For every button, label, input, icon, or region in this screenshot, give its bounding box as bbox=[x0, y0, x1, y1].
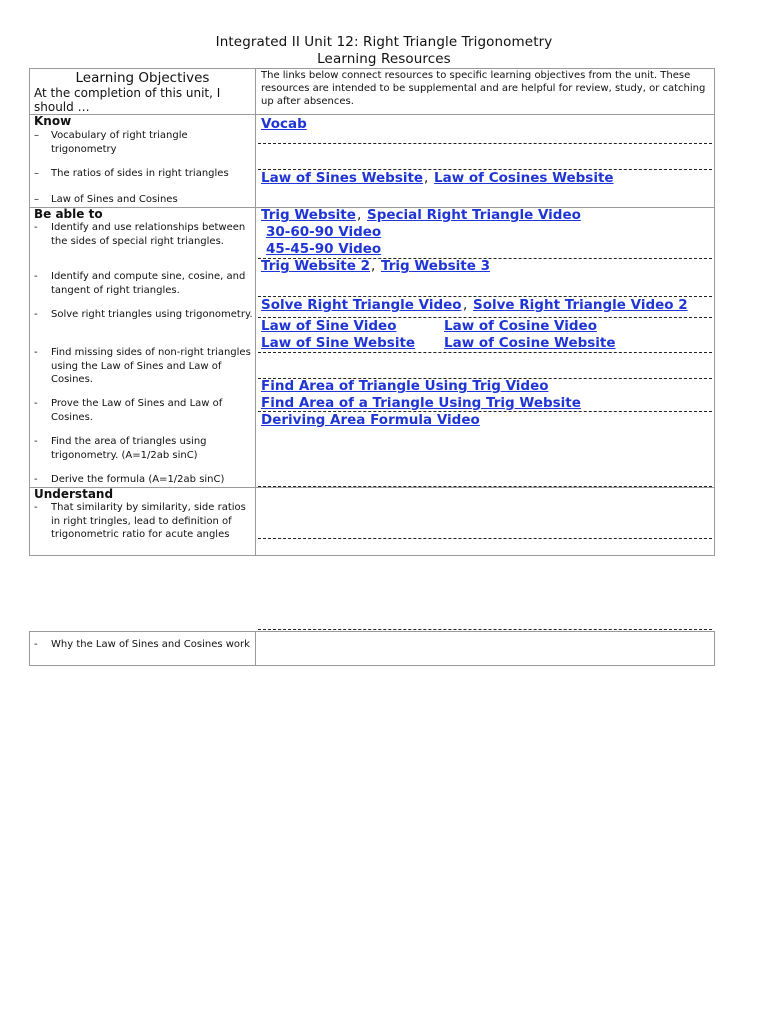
column-divider-2 bbox=[255, 631, 256, 666]
list-marker: - bbox=[34, 639, 38, 650]
link-vocab[interactable]: Vocab bbox=[261, 116, 307, 132]
list-marker: – bbox=[34, 194, 39, 205]
list-marker: – bbox=[34, 168, 39, 179]
row-divider-able bbox=[29, 487, 715, 488]
list-item bbox=[34, 346, 254, 387]
list-item bbox=[34, 435, 254, 462]
list-item bbox=[34, 193, 254, 207]
list-item-text: Derive the formula (A=1/2ab sinC) bbox=[51, 474, 225, 485]
list-marker: - bbox=[34, 502, 38, 513]
link-law-of-cosine-website[interactable]: Law of Cosine Website bbox=[444, 335, 616, 351]
link-special-right-triangle-video[interactable]: Special Right Triangle Video bbox=[367, 207, 581, 223]
list-item-text: Identify and use relationships between the sides of special right triangles. bbox=[51, 222, 246, 247]
column-divider bbox=[255, 68, 256, 556]
link-area-triangle-trig-video[interactable]: Find Area of Triangle Using Trig Video bbox=[261, 378, 549, 394]
comma-separator: , bbox=[424, 170, 429, 186]
link-45-45-90-video[interactable]: 45-45-90 Video bbox=[266, 241, 382, 257]
link-30-60-90-video[interactable]: 30-60-90 Video bbox=[266, 224, 382, 240]
list-item-text: The ratios of sides in right triangles bbox=[51, 168, 229, 179]
list-item-text: Solve right triangles using trigonometry. bbox=[51, 309, 253, 320]
list-item bbox=[34, 270, 254, 297]
link-trig-website-2[interactable]: Trig Website 2 bbox=[261, 258, 370, 274]
list-item bbox=[34, 501, 254, 542]
link-law-of-sine-website[interactable]: Law of Sine Website bbox=[261, 335, 416, 351]
comma-separator: , bbox=[357, 207, 362, 223]
list-item bbox=[34, 397, 254, 424]
link-law-of-cosine-video[interactable]: Law of Cosine Video bbox=[444, 318, 597, 334]
list-marker: - bbox=[34, 474, 38, 485]
list-item-text: Law of Sines and Cosines bbox=[51, 194, 178, 205]
list-item-text: Find missing sides of non-right triangles using the Law of Sines and Law of Cosines. bbox=[51, 347, 251, 385]
list-item-text: Identify and compute sine, cosine, and tangent of right triangles. bbox=[51, 271, 246, 296]
link-area-triangle-trig-website[interactable]: Find Area of a Triangle Using Trig Website bbox=[261, 395, 581, 411]
comma-separator: , bbox=[371, 258, 376, 274]
list-item-text: Find the area of triangles using trigonometry. (A=1/2ab sinC) bbox=[51, 436, 207, 461]
list-item bbox=[34, 129, 254, 156]
dashed-divider bbox=[258, 629, 712, 630]
comma-separator: , bbox=[463, 297, 468, 313]
list-marker: - bbox=[34, 436, 38, 447]
link-deriving-area-formula-video[interactable]: Deriving Area Formula Video bbox=[261, 412, 480, 428]
document-subtitle: Learning Resources bbox=[317, 51, 451, 67]
objectives-header: Learning Objectives bbox=[75, 70, 210, 86]
list-item bbox=[34, 221, 254, 248]
list-item bbox=[34, 167, 254, 181]
list-item bbox=[34, 473, 254, 487]
list-item bbox=[34, 308, 254, 322]
section-know: Know bbox=[34, 114, 72, 128]
dashed-divider bbox=[258, 143, 712, 144]
link-trig-website[interactable]: Trig Website bbox=[261, 207, 356, 223]
objectives-subheader: At the completion of this unit, I should … bbox=[34, 86, 221, 114]
list-item bbox=[34, 638, 254, 652]
dashed-divider bbox=[258, 538, 712, 539]
section-understand: Understand bbox=[34, 487, 114, 501]
dashed-divider bbox=[258, 486, 712, 487]
list-marker: - bbox=[34, 398, 38, 409]
list-item-text: Why the Law of Sines and Cosines work bbox=[51, 639, 250, 650]
list-marker: - bbox=[34, 309, 38, 320]
list-item-text: That similarity by similarity, side ratios in right tringles, lead to definition of trigonometric ratio for acute angles bbox=[51, 502, 246, 540]
row-divider-header bbox=[29, 114, 715, 115]
link-solve-right-triangle-video[interactable]: Solve Right Triangle Video bbox=[261, 297, 462, 313]
intro-text: The links below connect resources to specific learning objectives from the unit. These resources are intended to be supplemental and are helpful for review, study, or catching up after absences. bbox=[261, 70, 706, 107]
document-title: Integrated II Unit 12: Right Triangle Trigonometry bbox=[215, 34, 553, 50]
list-marker: – bbox=[34, 130, 39, 141]
list-marker: - bbox=[34, 222, 38, 233]
link-law-of-sine-video[interactable]: Law of Sine Video bbox=[261, 318, 397, 334]
dashed-divider bbox=[258, 352, 712, 353]
list-item-text: Vocabulary of right triangle trigonometry bbox=[51, 130, 188, 155]
link-law-of-cosines-website[interactable]: Law of Cosines Website bbox=[434, 170, 614, 186]
list-item-text: Prove the Law of Sines and Law of Cosines. bbox=[51, 398, 223, 423]
link-law-of-sines-website[interactable]: Law of Sines Website bbox=[261, 170, 424, 186]
section-be-able-to: Be able to bbox=[34, 207, 103, 221]
list-marker: - bbox=[34, 347, 38, 358]
list-marker: - bbox=[34, 271, 38, 282]
link-trig-website-3[interactable]: Trig Website 3 bbox=[381, 258, 490, 274]
link-solve-right-triangle-video-2[interactable]: Solve Right Triangle Video 2 bbox=[473, 297, 688, 313]
